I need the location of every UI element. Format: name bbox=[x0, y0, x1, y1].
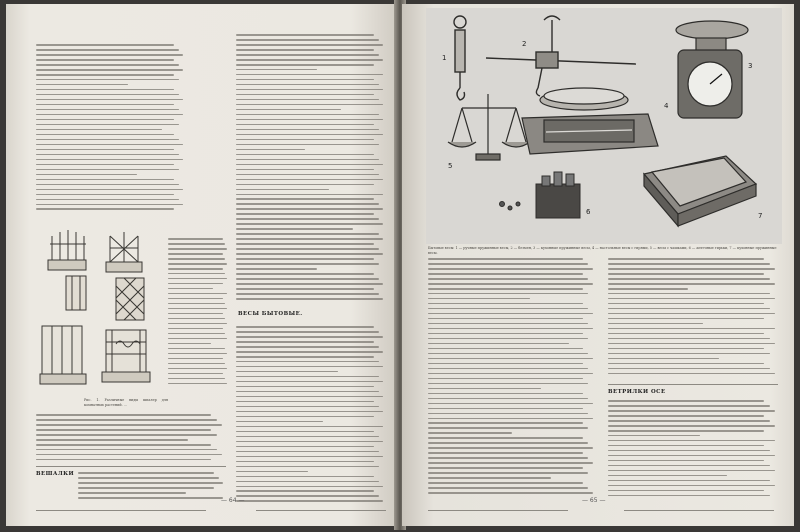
text-line bbox=[428, 398, 588, 400]
text-line bbox=[236, 273, 374, 275]
text-line bbox=[428, 477, 551, 479]
left-text-column-1-bottom bbox=[36, 414, 226, 464]
text-line bbox=[608, 278, 770, 280]
text-line bbox=[236, 248, 379, 250]
right-section-rule bbox=[608, 384, 778, 385]
text-line bbox=[36, 84, 128, 86]
text-line bbox=[608, 495, 770, 497]
text-line bbox=[236, 288, 374, 290]
text-line bbox=[236, 331, 379, 333]
text-line bbox=[36, 64, 179, 66]
text-line bbox=[428, 418, 593, 420]
text-line bbox=[236, 446, 374, 448]
text-line bbox=[236, 94, 374, 96]
text-line bbox=[428, 323, 588, 325]
text-line bbox=[236, 461, 374, 463]
text-line bbox=[236, 59, 383, 61]
text-line bbox=[236, 466, 379, 468]
text-line bbox=[36, 424, 222, 426]
text-line bbox=[36, 434, 217, 436]
text-line bbox=[428, 278, 588, 280]
text-line bbox=[236, 74, 383, 76]
text-line bbox=[36, 159, 183, 161]
text-line bbox=[236, 139, 374, 141]
text-line bbox=[236, 49, 374, 51]
text-line bbox=[608, 435, 700, 437]
text-line bbox=[236, 79, 374, 81]
text-line bbox=[236, 203, 379, 205]
text-line bbox=[36, 134, 174, 136]
text-line bbox=[236, 124, 374, 126]
text-line bbox=[428, 442, 588, 444]
right-footer-rule-a bbox=[428, 510, 568, 511]
text-line bbox=[236, 481, 379, 483]
text-line bbox=[36, 139, 179, 141]
text-line bbox=[236, 326, 374, 328]
svg-text:3: 3 bbox=[748, 62, 753, 70]
text-line bbox=[428, 338, 588, 340]
text-line bbox=[608, 348, 764, 350]
text-line bbox=[236, 119, 383, 121]
text-line bbox=[36, 104, 174, 106]
text-line bbox=[608, 368, 770, 370]
text-line bbox=[236, 164, 383, 166]
text-line bbox=[428, 303, 583, 305]
text-line bbox=[428, 273, 583, 275]
text-line bbox=[168, 333, 225, 335]
text-line bbox=[36, 419, 217, 421]
text-line bbox=[168, 268, 223, 270]
text-line bbox=[428, 413, 588, 415]
text-line bbox=[428, 437, 583, 439]
text-line bbox=[236, 411, 383, 413]
text-line bbox=[236, 179, 383, 181]
text-line bbox=[168, 273, 225, 275]
text-line bbox=[168, 243, 225, 245]
left-page-number: — 64 — bbox=[221, 497, 245, 504]
text-line bbox=[236, 223, 383, 225]
text-line bbox=[428, 318, 583, 320]
text-line bbox=[608, 303, 764, 305]
text-line bbox=[236, 490, 374, 492]
text-line bbox=[428, 353, 588, 355]
text-line bbox=[428, 482, 583, 484]
right-text-column-2b bbox=[608, 400, 778, 500]
text-line bbox=[36, 164, 174, 166]
text-line bbox=[608, 430, 764, 432]
text-line bbox=[608, 445, 764, 447]
text-line bbox=[236, 401, 374, 403]
text-line bbox=[236, 416, 374, 418]
text-line bbox=[236, 154, 374, 156]
left-bottom-heading: ВЕШАЛКИ bbox=[36, 471, 75, 477]
text-line bbox=[236, 233, 379, 235]
text-line bbox=[608, 420, 770, 422]
text-line bbox=[36, 94, 179, 96]
text-line bbox=[428, 283, 593, 285]
left-figure-caption: Рис. 1. Различные виды шпалер для комнатных растений. ... bbox=[84, 398, 168, 408]
text-line bbox=[168, 358, 223, 360]
text-line bbox=[236, 184, 374, 186]
text-line bbox=[428, 452, 583, 454]
text-line bbox=[608, 400, 764, 402]
text-line bbox=[236, 213, 374, 215]
text-line bbox=[236, 426, 383, 428]
text-line bbox=[236, 134, 383, 136]
text-line bbox=[608, 425, 775, 427]
text-line bbox=[168, 313, 223, 315]
text-line bbox=[236, 39, 379, 41]
text-line bbox=[236, 476, 374, 478]
text-line bbox=[36, 74, 174, 76]
text-line bbox=[236, 451, 379, 453]
text-line bbox=[78, 487, 214, 489]
text-line bbox=[36, 208, 174, 210]
text-line bbox=[428, 343, 569, 345]
text-line bbox=[36, 439, 188, 441]
text-line bbox=[608, 440, 775, 442]
text-line bbox=[236, 371, 338, 373]
text-line bbox=[608, 343, 775, 345]
text-line bbox=[428, 368, 588, 370]
text-line bbox=[608, 293, 770, 295]
text-line bbox=[236, 243, 374, 245]
right-text-column-2 bbox=[608, 258, 778, 378]
text-line bbox=[36, 174, 137, 176]
text-line bbox=[236, 263, 379, 265]
text-line bbox=[36, 189, 183, 191]
text-line bbox=[428, 393, 583, 395]
text-line bbox=[168, 363, 225, 365]
text-line bbox=[168, 303, 225, 305]
left-footer-rule-a bbox=[36, 510, 206, 511]
text-line bbox=[236, 381, 383, 383]
left-text-column-1 bbox=[36, 44, 186, 213]
text-line bbox=[36, 194, 174, 196]
text-line bbox=[608, 470, 775, 472]
text-line bbox=[36, 114, 183, 116]
text-line bbox=[428, 348, 583, 350]
text-line bbox=[168, 353, 227, 355]
text-line bbox=[236, 376, 379, 378]
text-line bbox=[236, 341, 374, 343]
text-line bbox=[236, 238, 383, 240]
text-line bbox=[428, 467, 583, 469]
text-line bbox=[428, 288, 583, 290]
text-line bbox=[168, 338, 227, 340]
text-line bbox=[428, 258, 583, 260]
text-line bbox=[36, 49, 179, 51]
text-line bbox=[608, 258, 764, 260]
text-line bbox=[236, 208, 383, 210]
text-line bbox=[608, 268, 775, 270]
text-line bbox=[168, 253, 223, 255]
text-line bbox=[36, 144, 183, 146]
text-line bbox=[608, 333, 764, 335]
text-line bbox=[428, 308, 588, 310]
text-line bbox=[36, 204, 183, 206]
text-line bbox=[36, 179, 174, 181]
text-line bbox=[168, 378, 225, 380]
text-line bbox=[236, 44, 383, 46]
kitchen-dial-scale bbox=[676, 21, 748, 118]
left-text-column-2b bbox=[236, 326, 386, 505]
text-line bbox=[236, 441, 383, 443]
text-line bbox=[428, 457, 588, 459]
text-line bbox=[608, 465, 770, 467]
text-line bbox=[168, 283, 223, 285]
text-line bbox=[428, 462, 593, 464]
text-line bbox=[168, 278, 227, 280]
text-line bbox=[36, 89, 174, 91]
text-line bbox=[608, 323, 703, 325]
text-line bbox=[168, 308, 227, 310]
text-line bbox=[236, 258, 374, 260]
text-line bbox=[236, 218, 379, 220]
text-line bbox=[428, 313, 593, 315]
text-line bbox=[36, 169, 179, 171]
scales-drawing bbox=[426, 8, 782, 244]
text-line bbox=[168, 368, 227, 370]
text-line bbox=[36, 54, 183, 56]
text-line bbox=[36, 69, 183, 71]
text-line bbox=[428, 408, 583, 410]
left-text-beside-figure bbox=[168, 238, 228, 388]
text-line bbox=[36, 154, 179, 156]
text-line bbox=[36, 449, 217, 451]
text-line bbox=[236, 159, 379, 161]
right-figure-caption: Бытовые весы: 1 — ручные пружинные весы, 2 — безмен, 3 — кухонные пружинные весы, 4 — настольные весы с гирями, 5 — весы с чашками, 6 — аптечные гирьки, 7 — кухонные пружинные весы. bbox=[428, 246, 777, 256]
text-line bbox=[168, 248, 227, 250]
book-spread bbox=[6, 0, 796, 530]
text-line bbox=[428, 427, 588, 429]
left-footer-rule-b bbox=[256, 510, 386, 511]
text-line bbox=[608, 318, 764, 320]
text-line bbox=[168, 343, 211, 345]
text-line bbox=[428, 293, 588, 295]
text-line bbox=[428, 358, 593, 360]
text-line bbox=[428, 388, 541, 390]
text-line bbox=[236, 278, 379, 280]
svg-text:5: 5 bbox=[448, 162, 453, 170]
text-line bbox=[608, 353, 770, 355]
text-line bbox=[608, 283, 775, 285]
text-line bbox=[36, 199, 179, 201]
text-line bbox=[236, 431, 374, 433]
text-line bbox=[236, 336, 383, 338]
text-line bbox=[608, 373, 775, 375]
text-line bbox=[168, 383, 227, 385]
text-line bbox=[36, 109, 179, 111]
left-page bbox=[6, 4, 398, 526]
text-line bbox=[608, 410, 775, 412]
text-line bbox=[236, 129, 379, 131]
text-line bbox=[608, 460, 764, 462]
text-line bbox=[608, 450, 770, 452]
text-line bbox=[236, 406, 379, 408]
right-page bbox=[402, 4, 794, 526]
text-line bbox=[608, 363, 764, 365]
text-line bbox=[36, 429, 211, 431]
text-line bbox=[428, 447, 593, 449]
text-line bbox=[236, 109, 341, 111]
text-line bbox=[168, 323, 227, 325]
text-line bbox=[236, 189, 329, 191]
text-line bbox=[236, 253, 383, 255]
text-line bbox=[608, 313, 775, 315]
text-line bbox=[36, 149, 174, 151]
text-line bbox=[78, 482, 223, 484]
text-line bbox=[236, 456, 383, 458]
right-section-heading: ВЕТРИЛКИ ОСЕ bbox=[608, 389, 666, 395]
svg-text:7: 7 bbox=[758, 212, 763, 220]
text-line bbox=[168, 238, 223, 240]
svg-text:4: 4 bbox=[664, 102, 669, 110]
text-line bbox=[236, 396, 383, 398]
text-line bbox=[236, 64, 374, 66]
text-line bbox=[36, 79, 179, 81]
text-line bbox=[236, 421, 323, 423]
text-line bbox=[36, 444, 211, 446]
text-line bbox=[236, 99, 379, 101]
text-line bbox=[236, 104, 383, 106]
text-line bbox=[236, 486, 383, 488]
text-line bbox=[236, 298, 383, 300]
text-line bbox=[168, 328, 223, 330]
text-line bbox=[168, 263, 227, 265]
text-line bbox=[236, 356, 374, 358]
text-line bbox=[608, 358, 719, 360]
trellis-illustration bbox=[36, 226, 164, 394]
text-line bbox=[236, 500, 383, 502]
text-line bbox=[236, 351, 383, 353]
text-line bbox=[36, 59, 174, 61]
text-line bbox=[608, 263, 770, 265]
left-text-column-2 bbox=[236, 34, 386, 303]
text-line bbox=[236, 144, 379, 146]
text-line bbox=[36, 414, 211, 416]
text-line bbox=[608, 485, 775, 487]
text-line bbox=[236, 361, 379, 363]
text-line bbox=[168, 298, 223, 300]
text-line bbox=[428, 373, 593, 375]
text-line bbox=[608, 455, 775, 457]
text-line bbox=[428, 403, 593, 405]
text-line bbox=[428, 492, 593, 494]
text-line bbox=[36, 124, 179, 126]
text-line bbox=[236, 54, 379, 56]
text-line bbox=[428, 363, 583, 365]
text-line bbox=[608, 480, 770, 482]
svg-text:2: 2 bbox=[522, 40, 527, 48]
left-text-column-1-last bbox=[78, 472, 226, 502]
text-line bbox=[608, 308, 770, 310]
text-line bbox=[608, 475, 727, 477]
text-line bbox=[608, 405, 770, 407]
text-line bbox=[168, 258, 225, 260]
left-bottom-rule bbox=[36, 466, 226, 467]
text-line bbox=[236, 194, 383, 196]
text-line bbox=[236, 471, 308, 473]
text-line bbox=[428, 263, 588, 265]
text-line bbox=[36, 454, 222, 456]
text-line bbox=[236, 228, 353, 230]
svg-text:6: 6 bbox=[586, 208, 591, 216]
text-line bbox=[236, 174, 379, 176]
text-line bbox=[428, 487, 588, 489]
text-line bbox=[78, 472, 214, 474]
text-line bbox=[428, 378, 583, 380]
text-line bbox=[236, 34, 374, 36]
right-page-number: — 65 — bbox=[582, 497, 606, 504]
text-line bbox=[428, 298, 530, 300]
left-section-heading: ВЕСЫ БЫТОВЫЕ. bbox=[238, 311, 303, 317]
text-line bbox=[236, 386, 374, 388]
text-line bbox=[168, 293, 227, 295]
text-line bbox=[608, 288, 688, 290]
text-line bbox=[236, 114, 379, 116]
text-line bbox=[236, 169, 374, 171]
right-text-column-1 bbox=[428, 258, 596, 497]
text-line bbox=[168, 318, 225, 320]
text-line bbox=[36, 44, 174, 46]
text-line bbox=[428, 472, 588, 474]
text-line bbox=[608, 338, 770, 340]
text-line bbox=[36, 184, 179, 186]
text-line bbox=[168, 288, 213, 290]
text-line bbox=[236, 283, 383, 285]
text-line bbox=[78, 497, 223, 499]
text-line bbox=[608, 298, 775, 300]
text-line bbox=[36, 129, 162, 131]
text-line bbox=[36, 99, 183, 101]
text-line bbox=[236, 268, 317, 270]
text-line bbox=[236, 84, 379, 86]
text-line bbox=[428, 432, 512, 434]
text-line bbox=[236, 391, 379, 393]
text-line bbox=[236, 366, 383, 368]
text-line bbox=[236, 149, 305, 151]
text-line bbox=[78, 477, 219, 479]
text-line bbox=[168, 373, 223, 375]
text-line bbox=[236, 436, 379, 438]
text-line bbox=[236, 346, 379, 348]
text-line bbox=[428, 268, 593, 270]
right-footer-rule-b bbox=[624, 510, 774, 511]
text-line bbox=[236, 293, 379, 295]
text-line bbox=[236, 69, 317, 71]
scales-photo bbox=[426, 8, 782, 244]
text-line bbox=[236, 495, 379, 497]
text-line bbox=[608, 273, 764, 275]
text-line bbox=[36, 119, 174, 121]
svg-text:1: 1 bbox=[442, 54, 447, 62]
text-line bbox=[428, 328, 593, 330]
text-line bbox=[236, 198, 374, 200]
text-line bbox=[236, 89, 383, 91]
text-line bbox=[168, 348, 225, 350]
text-line bbox=[608, 490, 764, 492]
text-line bbox=[608, 415, 764, 417]
text-line bbox=[428, 422, 583, 424]
text-line bbox=[428, 383, 588, 385]
text-line bbox=[608, 328, 775, 330]
text-line bbox=[428, 333, 583, 335]
text-line bbox=[78, 492, 186, 494]
text-line bbox=[36, 459, 211, 461]
